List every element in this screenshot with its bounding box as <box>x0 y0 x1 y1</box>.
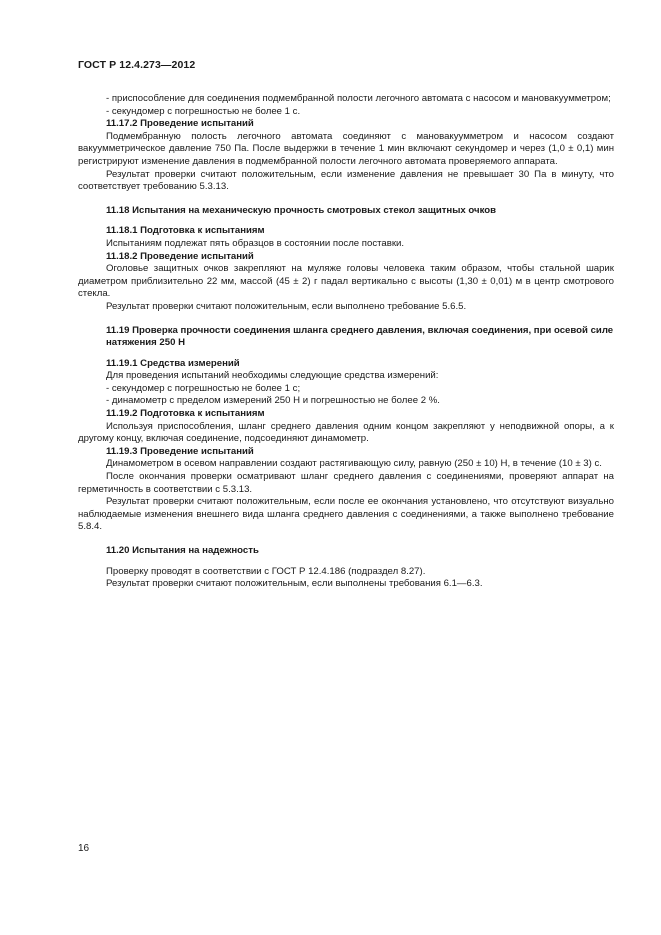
section-heading-11-19: 11.19 Проверка прочности соединения шланга среднего давления, включая соединения, при осевой силе натяжения 250 Н <box>106 324 614 349</box>
section-heading-11-17-2: 11.17.2 Проведение испытаний <box>106 118 254 130</box>
paragraph: Результат проверки считают положительным, если после ее окончания установлено, что отсутствуют визуально наблюдаемые изменения внешнего вида шланга среднего давления с соединениями, а также выполнено требование 5.8.4. <box>78 496 614 533</box>
paragraph: Результат проверки считают положительным, если выполнены требования 6.1—6.3. <box>106 578 483 590</box>
paragraph: - динамометр с пределом измерений 250 Н и погрешностью не более 2 %. <box>106 395 440 407</box>
paragraph: Для проведения испытаний необходимы следующие средства измерений: <box>106 370 439 382</box>
paragraph: После окончания проверки осматривают шланг среднего давления с соединениями, проверяют аппарат на герметичность в соответствии с 5.3.13. <box>78 471 614 495</box>
section-heading-11-18-1: 11.18.1 Подготовка к испытаниям <box>106 225 265 237</box>
section-heading-11-18-2: 11.18.2 Проведение испытаний <box>106 250 254 262</box>
page-number: 16 <box>78 843 90 854</box>
paragraph: Испытаниям подлежат пять образцов в состоянии после поставки. <box>106 237 405 249</box>
paragraph: Динамометром в осевом направлении создают растягивающую силу, равную (250 ± 10) Н, в течение (10 ± 3) с. <box>106 458 602 470</box>
section-heading-11-19-3: 11.19.3 Проведение испытаний <box>106 445 254 457</box>
section-heading-11-19-1: 11.19.1 Средства измерений <box>106 357 240 369</box>
paragraph: - секундомер с погрешностью не более 1 с. <box>106 105 301 117</box>
paragraph: Подмембранную полость легочного автомата соединяют с мановакуумметром и насосом создают вакуумметрическое давление 750 Па. После выдержки в течение 1 мин включают секундомер и через (1,0 ± 0,1) мин регистрируют изменение давления в подмембранной полости легочного автомата проверяемого аппарата. <box>78 130 614 167</box>
paragraph: Используя приспособления, шланг среднего давления одним концом закрепляют у неподвижной опоры, а к другому концу, включая соединение, подсоединяют динамометр. <box>78 420 614 445</box>
paragraph: Оголовье защитных очков закрепляют на муляже головы человека таким образом, чтобы стальной шарик диаметром приблизительно 22 мм, массой (45 ± 2) г падал вертикально с высоты (1,30 ± 0,01) м в центр смотрового стекла. <box>78 263 614 300</box>
paragraph: Результат проверки считают положительным, если выполнено требование 5.6.5. <box>106 300 467 312</box>
document-header: ГОСТ Р 12.4.273—2012 <box>78 59 196 71</box>
paragraph: Проверку проводят в соответствии с ГОСТ Р 12.4.186 (подраздел 8.27). <box>106 565 426 577</box>
paragraph: Результат проверки считают положительным, если изменение давления не превышает 30 Па в минуту, что соответствует требованию 5.3.13. <box>78 168 614 193</box>
page-content <box>78 93 614 591</box>
section-heading-11-18: 11.18 Испытания на механическую прочность смотровых стекол защитных очков <box>106 204 497 216</box>
paragraph: - приспособление для соединения подмембранной полости легочного автомата с насосом и мановакуумметром; <box>106 93 611 104</box>
section-heading-11-19-2: 11.19.2 Подготовка к испытаниям <box>106 408 265 420</box>
section-heading-11-20: 11.20 Испытания на надежность <box>106 545 259 556</box>
paragraph: - секундомер с погрешностью не более 1 с; <box>106 382 301 394</box>
